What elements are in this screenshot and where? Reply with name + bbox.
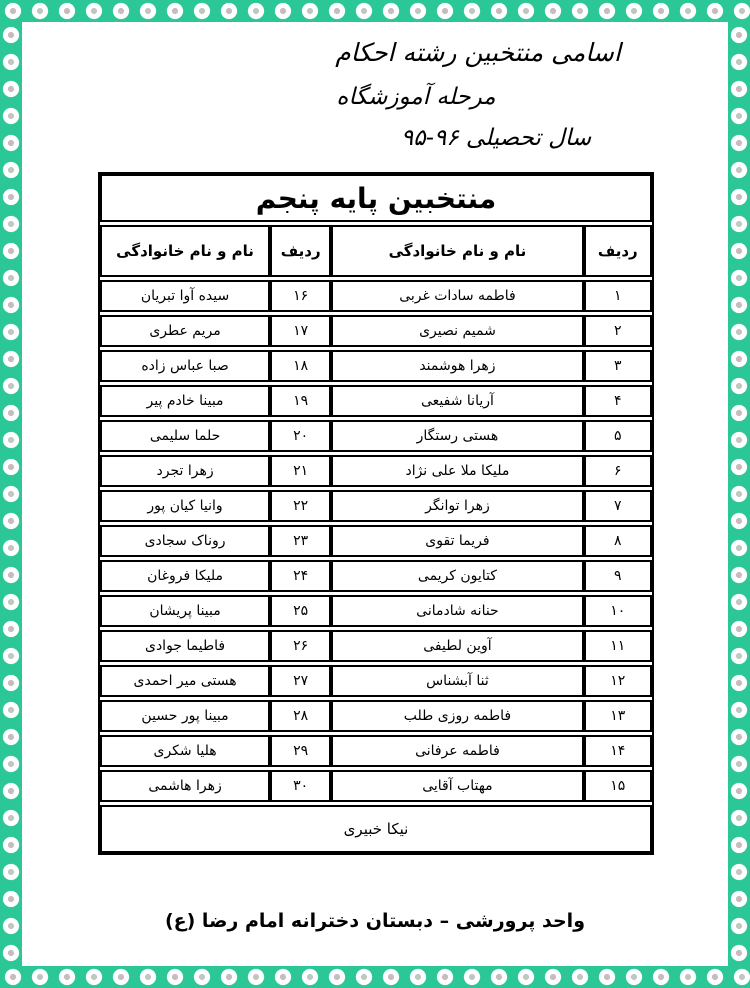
name-cell-right: آریانا شفیعی [331,385,583,417]
name-cell-right: فاطمه روزی طلب [331,700,583,732]
name-cell-left: زهرا هاشمی [100,770,270,802]
header-rank-right: ردیف [584,225,652,277]
rank-cell-right: ۶ [584,455,652,487]
rank-cell-right: ۱۰ [584,595,652,627]
rank-cell-left: ۳۰ [270,770,331,802]
rank-cell-right: ۴ [584,385,652,417]
table-row [100,630,652,662]
name-cell-left: مبینا پور حسین [100,700,270,732]
table-row [100,665,652,697]
rank-cell-left: ۱۷ [270,315,331,347]
name-cell-right: شمیم نصیری [331,315,583,347]
table-row [100,455,652,487]
flower-border-right [728,22,750,966]
handwritten-header [258,38,698,151]
table-header-row [100,225,652,277]
table-row [100,350,652,382]
name-cell-right: زهرا توانگر [331,490,583,522]
name-cell-right: زهرا هوشمند [331,350,583,382]
rank-cell-left: ۲۶ [270,630,331,662]
name-cell-right: هستی رستگار [331,420,583,452]
name-cell-left: صبا عباس زاده [100,350,270,382]
rank-cell-left: ۲۱ [270,455,331,487]
rank-cell-right: ۱۳ [584,700,652,732]
table-row [100,595,652,627]
rank-cell-right: ۱۴ [584,735,652,767]
name-cell-left: مریم عطری [100,315,270,347]
table-row [100,560,652,592]
name-cell-left: حلما سلیمی [100,420,270,452]
table-row [100,735,652,767]
rank-cell-right: ۱۵ [584,770,652,802]
name-cell-left: هستی میر احمدی [100,665,270,697]
flower-border-bottom [0,966,750,988]
name-cell-right: مهتاب آقایی [331,770,583,802]
table-row [100,385,652,417]
name-cell-right: کتایون کریمی [331,560,583,592]
table-title: منتخبین پایه پنجم [100,174,652,222]
rank-cell-left: ۲۸ [270,700,331,732]
rank-cell-right: ۷ [584,490,652,522]
name-cell-right: ملیکا ملا علی نژاد [331,455,583,487]
name-cell-left: زهرا تجرد [100,455,270,487]
name-cell-left: هلیا شکری [100,735,270,767]
name-cell-left: فاطیما جوادی [100,630,270,662]
name-cell-right: فاطمه سادات غربی [331,280,583,312]
name-cell-right: آوین لطیفی [331,630,583,662]
header-rank-left: ردیف [270,225,331,277]
flower-border-left [0,22,22,966]
page-content [22,22,728,966]
rank-cell-right: ۲ [584,315,652,347]
rank-cell-left: ۲۰ [270,420,331,452]
flower-border-top [0,0,750,22]
rank-cell-right: ۱۱ [584,630,652,662]
rank-cell-left: ۲۷ [270,665,331,697]
name-cell-left: روناک سجادی [100,525,270,557]
name-cell-left: وانیا کیان پور [100,490,270,522]
table-row [100,280,652,312]
header-name-right: نام و نام خانوادگی [331,225,583,277]
rank-cell-right: ۳ [584,350,652,382]
rank-cell-left: ۲۴ [270,560,331,592]
selected-students-table [98,172,654,855]
table-body [100,280,652,802]
name-cell-left: مبینا خادم پیر [100,385,270,417]
rank-cell-left: ۲۹ [270,735,331,767]
rank-cell-left: ۱۹ [270,385,331,417]
name-cell-right: فاطمه عرفانی [331,735,583,767]
rank-cell-left: ۱۸ [270,350,331,382]
rank-cell-left: ۱۶ [270,280,331,312]
table-row [100,420,652,452]
name-cell-right: فریما تقوی [331,525,583,557]
table-merged-row: نیکا خبیری [100,805,652,853]
header-line-names: اسامی منتخبین رشته احکام [335,38,621,67]
name-cell-left: مبینا پریشان [100,595,270,627]
header-line-stage: مرحله آموزشگاه [336,84,496,110]
table-row [100,315,652,347]
rank-cell-left: ۲۵ [270,595,331,627]
header-line-year: سال تحصیلی ۹۶-۹۵ [400,125,592,151]
rank-cell-right: ۸ [584,525,652,557]
rank-cell-left: ۲۳ [270,525,331,557]
name-cell-right: حنانه شادمانی [331,595,583,627]
table-row [100,525,652,557]
school-footer: واحد پرورشی – دبستان دخترانه امام رضا (ع) [164,910,586,932]
rank-cell-right: ۹ [584,560,652,592]
rank-cell-right: ۵ [584,420,652,452]
name-cell-right: ثنا آبشناس [331,665,583,697]
header-name-left: نام و نام خانوادگی [100,225,270,277]
table-row [100,490,652,522]
rank-cell-right: ۱ [584,280,652,312]
name-cell-left: ملیکا فروغان [100,560,270,592]
name-cell-left: سیده آوا تبریان [100,280,270,312]
table-row [100,770,652,802]
rank-cell-right: ۱۲ [584,665,652,697]
table-row [100,700,652,732]
rank-cell-left: ۲۲ [270,490,331,522]
